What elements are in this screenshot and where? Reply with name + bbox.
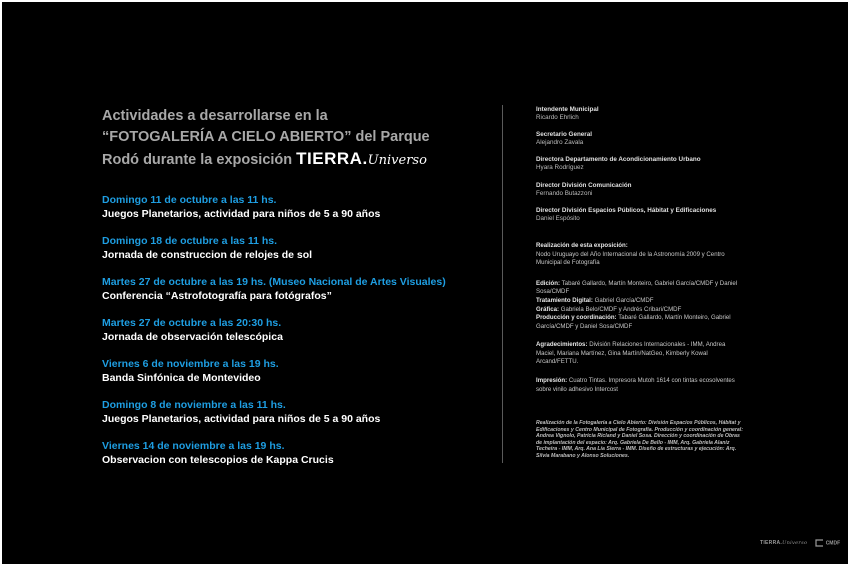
official-name: Daniel Espósito bbox=[536, 214, 580, 222]
event-title: Jornada de observación telescópica bbox=[102, 331, 283, 343]
tierra-logo-text: TIERRA. bbox=[760, 540, 783, 546]
event-title: Juegos Planetarios, actividad para niños de 5 a 90 años bbox=[102, 208, 381, 220]
impresion-block bbox=[536, 377, 746, 394]
event-date: Viernes 6 de noviembre a las 19 hs. bbox=[102, 358, 279, 370]
impresion-text: Cuatro Tintas. Impresora Mutoh 1614 con tintas ecosolventes sobre vinilo adhesivo Intercost bbox=[536, 377, 735, 393]
event-item bbox=[102, 399, 502, 440]
production-block bbox=[536, 280, 746, 332]
impresion-label: Impresión: bbox=[536, 377, 568, 385]
production-text: Gabriela Belo/CMDF y Andrés Cribari/CMDF bbox=[560, 305, 682, 313]
official-role: Director División Espacios Públicos, Hábitat y Edificaciones bbox=[536, 206, 717, 214]
footnote-credits: Realización de la Fotogalería a Cielo Abierto: División Espacios Públicos, Hábitat y Edificaciones y Centro Municipal de Fotografía. Producción y coordinación general: Andrea Vignolo, Patricia Ricland y Daniel Sosa. Dirección y coordinación de Obras de implantación del espacio: Arq. Gabriela De Bello - IMM, Arq. Gabriela Alaniz Techeira - IMM, Arq. Ana Lía Sierra - IMM. Diseño de estructuras y ejecución: Arq. Silvia Marabano y Alonso Soluciones. bbox=[536, 420, 743, 459]
title-line-2: “FOTOGALERÍA A CIELO ABIERTO” del Parque bbox=[102, 129, 430, 145]
universo-logo-text: Universo bbox=[782, 540, 808, 546]
tierra-universo-logo bbox=[760, 540, 807, 546]
official-entry bbox=[536, 156, 746, 181]
event-date: Viernes 14 de noviembre a las 19 hs. bbox=[102, 440, 285, 452]
event-title: Banda Sinfónica de Montevideo bbox=[102, 372, 261, 384]
realizacion-text: Nodo Uruguayo del Año Internacional de la Astronomía 2009 y Centro Municipal de Fotografía bbox=[536, 250, 725, 267]
official-entry bbox=[536, 182, 746, 207]
event-date: Martes 27 de octubre a las 20:30 hs. bbox=[102, 317, 282, 329]
production-line bbox=[536, 280, 746, 297]
event-list bbox=[102, 194, 502, 481]
event-title: Observacion con telescopios de Kappa Crucis bbox=[102, 454, 334, 466]
official-name: Alejandro Zavala bbox=[536, 139, 584, 147]
event-date: Domingo 18 de octubre a las 11 hs. bbox=[102, 235, 278, 247]
official-role: Intendente Municipal bbox=[536, 106, 599, 113]
event-date: Domingo 11 de octubre a las 11 hs. bbox=[102, 194, 277, 206]
production-line bbox=[536, 297, 746, 306]
official-name: Ricardo Ehrlich bbox=[536, 114, 579, 121]
tierra-brand-logo: TIERRA. bbox=[296, 149, 368, 168]
credits-column bbox=[536, 106, 746, 459]
column-divider bbox=[502, 105, 503, 463]
cmdf-bracket-icon bbox=[815, 539, 824, 547]
event-item bbox=[102, 235, 502, 276]
production-label: Producción y coordinación: bbox=[536, 314, 617, 322]
event-title: Juegos Planetarios, actividad para niños de 5 a 90 años bbox=[102, 413, 381, 425]
realizacion-label: Realización de esta exposición: bbox=[536, 241, 628, 249]
event-title: Conferencia “Astrofotografía para fotógrafos” bbox=[102, 290, 332, 302]
official-role: Secretario General bbox=[536, 131, 593, 139]
agradecimientos-text: División Relaciones Internacionales - IMM, Andrea Maciel, Mariana Martínez, Gina Martín/NatGeo, Kimberly Kowal Arcand/FETTU. bbox=[536, 341, 726, 366]
event-date: Martes 27 de octubre a las 19 hs. (Museo Nacional de Artes Visuales) bbox=[102, 276, 446, 288]
official-name: Fernando Butazzoni bbox=[536, 189, 593, 197]
production-line bbox=[536, 314, 746, 331]
production-text: Tabaré Gallardo, Martín Monteiro, Gabriel García/CMDF y Daniel Sosa/CMDF bbox=[536, 279, 738, 296]
agradecimientos-block bbox=[536, 341, 746, 367]
cmdf-logo bbox=[815, 539, 840, 547]
production-label: Gráfica: bbox=[536, 305, 560, 313]
event-item bbox=[102, 276, 502, 317]
page-title bbox=[102, 106, 502, 171]
production-text: Gabriel García/CMDF bbox=[594, 296, 654, 304]
title-line-3 bbox=[102, 148, 502, 171]
official-entry bbox=[536, 207, 746, 232]
event-item bbox=[102, 358, 502, 399]
title-line-3-text: Rodó durante la exposición bbox=[102, 152, 293, 168]
event-date: Domingo 8 de noviembre a las 11 hs. bbox=[102, 399, 286, 411]
official-role: Director División Comunicación bbox=[536, 181, 632, 189]
event-item bbox=[102, 440, 502, 481]
title-line-1: Actividades a desarrollarse en la bbox=[102, 108, 328, 124]
production-text: Tabaré Gallardo, Martín Monteiro, Gabriel García/CMDF y Daniel Sosa/CMDF bbox=[536, 314, 731, 330]
production-label: Edición: bbox=[536, 279, 561, 287]
footer-logos bbox=[760, 538, 840, 548]
poster-panel bbox=[2, 2, 848, 564]
event-item bbox=[102, 194, 502, 235]
official-entry bbox=[536, 106, 746, 131]
production-label: Tratamiento Digital: bbox=[536, 296, 593, 304]
event-title: Jornada de construccion de relojes de sol bbox=[102, 249, 313, 261]
production-line bbox=[536, 306, 746, 315]
agradecimientos-label: Agradecimientos: bbox=[536, 341, 588, 349]
realizacion-block bbox=[536, 242, 746, 268]
official-entry bbox=[536, 131, 746, 156]
cmdf-logo-text: CMDF bbox=[825, 540, 841, 547]
event-item bbox=[102, 317, 502, 358]
official-role: Directora Departamento de Acondicionamiento Urbano bbox=[536, 156, 701, 164]
universo-brand-script: Universo bbox=[367, 153, 427, 168]
official-name: Hyara Rodríguez bbox=[536, 164, 584, 172]
